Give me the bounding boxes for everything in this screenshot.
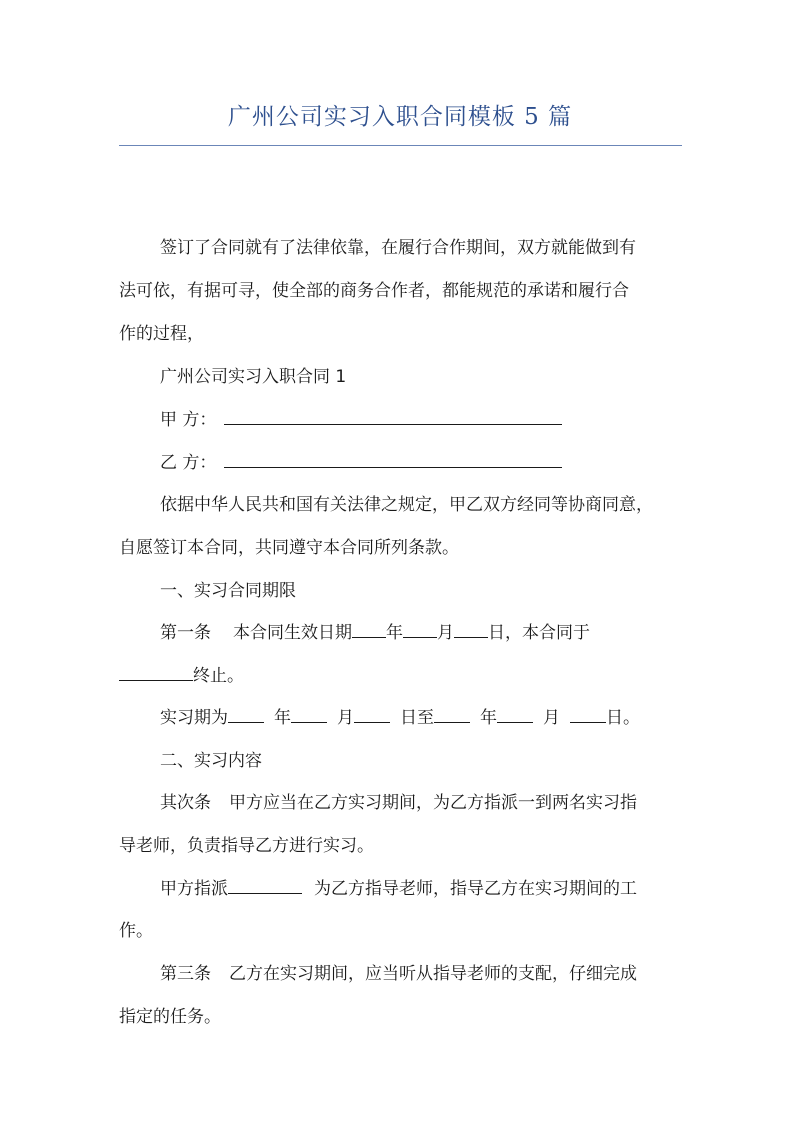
assign-line-2: 作。 [119, 921, 153, 941]
party-a-row [160, 407, 562, 433]
article-1-label: 第一条 [160, 623, 211, 643]
effective-day-blank [454, 620, 488, 638]
article-1-text: 本合同生效日期 [233, 623, 352, 643]
article-2-line-1 [160, 790, 637, 816]
article-3-label: 第三条 [160, 964, 211, 984]
article-1-line-2 [119, 663, 244, 689]
period-day-end-label: 日。 [606, 708, 640, 728]
period-year2-blank [434, 705, 470, 723]
party-b-row [160, 450, 562, 476]
termination-date-blank [119, 663, 193, 681]
intro-line-1: 签订了合同就有了法律依靠，在履行合作期间，双方就能做到有 [160, 238, 636, 258]
period-month1-blank [291, 705, 327, 723]
period-line [160, 705, 640, 731]
termination-label: 终止。 [193, 666, 244, 686]
article-3-line-2: 指定的任务。 [119, 1007, 221, 1027]
party-b-blank [224, 450, 562, 468]
month-label: 月 [437, 623, 454, 643]
section-1-heading: 一、实习合同期限 [160, 581, 296, 601]
document-title: 广州公司实习入职合同模板 5 篇 [227, 104, 573, 130]
assign-suffix: 为乙方指导老师，指导乙方在实习期间的工 [314, 879, 637, 899]
title-underline [119, 145, 682, 146]
period-month1-label: 月 [337, 708, 354, 728]
basis-line-2: 自愿签订本合同，共同遵守本合同所列条款。 [119, 538, 459, 558]
article-1-line-1 [160, 620, 590, 646]
assign-line-1 [160, 876, 637, 902]
party-a-label: 甲 方： [160, 410, 217, 430]
basis-line-1: 依据中华人民共和国有关法律之规定，甲乙双方经同等协商同意， [160, 495, 653, 515]
period-month2-blank [497, 705, 533, 723]
contract-heading: 广州公司实习入职合同 1 [160, 367, 347, 387]
period-month2-label: 月 [543, 708, 560, 728]
party-a-blank [224, 407, 562, 425]
period-year1-label: 年 [274, 708, 291, 728]
assign-prefix: 甲方指派 [160, 879, 228, 899]
article-2-label: 其次条 [160, 793, 211, 813]
section-2-heading: 二、实习内容 [160, 751, 262, 771]
party-b-label: 乙 方： [160, 453, 217, 473]
article-2-line-2: 导老师，负责指导乙方进行实习。 [119, 836, 374, 856]
intro-line-2: 法可依，有据可寻，使全部的商务合作者，都能规范的承诺和履行合 [119, 281, 629, 301]
mentor-name-blank [228, 876, 302, 894]
article-2-text: 甲方应当在乙方实习期间，为乙方指派一到两名实习指 [229, 793, 637, 813]
article-3-text: 乙方在实习期间，应当听从指导老师的支配，仔细完成 [229, 964, 637, 984]
period-day-to-label: 日至 [400, 708, 434, 728]
article-3-line-1 [160, 961, 637, 987]
day-label: 日，本合同于 [488, 623, 590, 643]
period-day1-blank [354, 705, 390, 723]
effective-year-blank [352, 620, 386, 638]
period-day2-blank [570, 705, 606, 723]
period-year1-blank [228, 705, 264, 723]
period-year2-label: 年 [480, 708, 497, 728]
period-prefix: 实习期为 [160, 708, 228, 728]
intro-line-3: 作的过程， [119, 324, 204, 344]
year-label: 年 [386, 623, 403, 643]
effective-month-blank [403, 620, 437, 638]
